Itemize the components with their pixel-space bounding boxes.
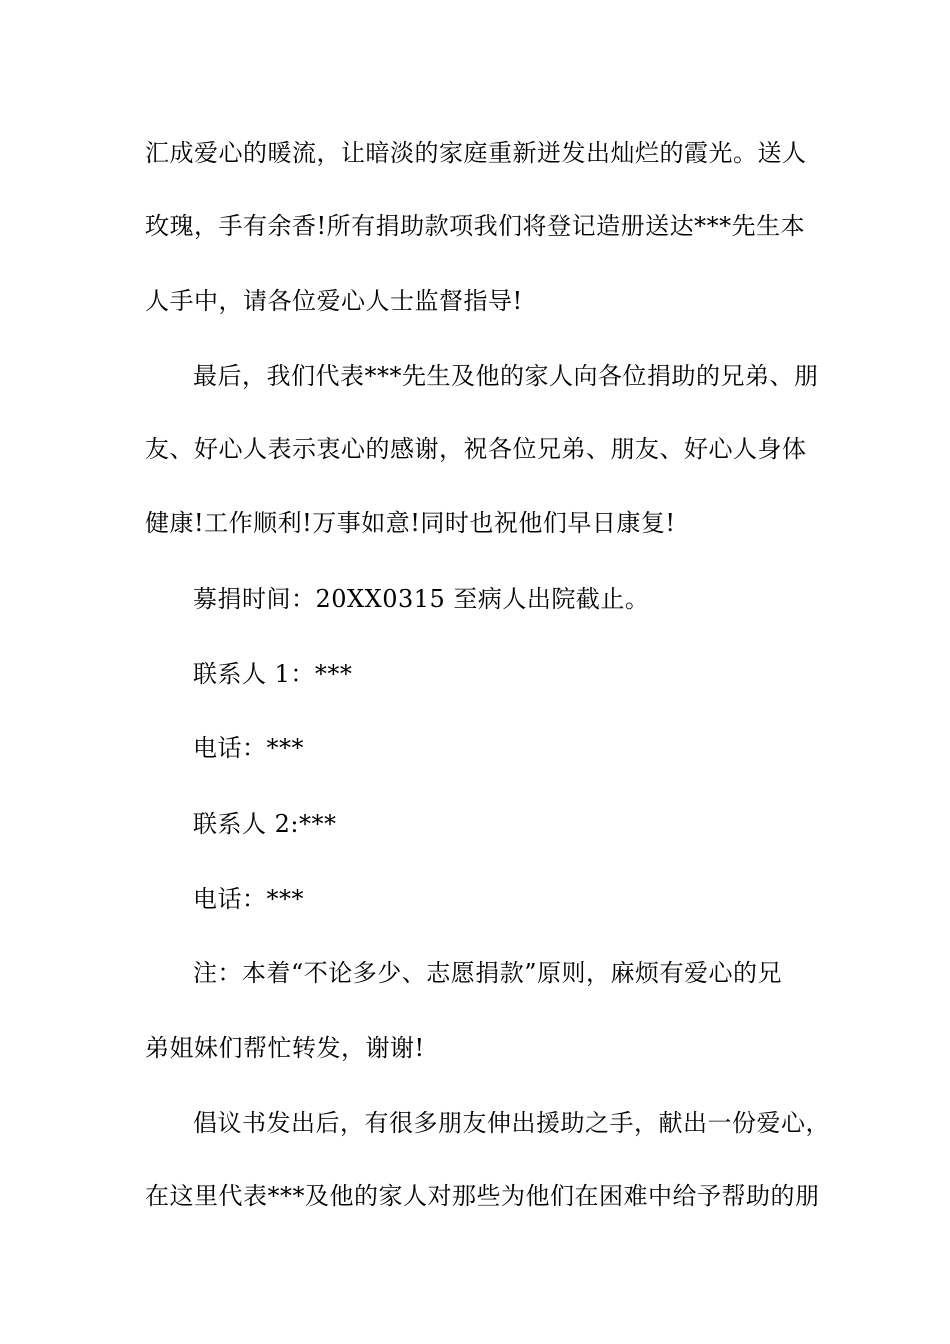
paragraph-line: 倡议书发出后，有很多朋友伸出援助之手，献出一份爱心， [193,1109,830,1137]
note-line: 注：本着“不论多少、志愿捐款”原则，麻烦有爱心的兄 [193,959,783,987]
contact-1: 联系人 1：*** [193,660,353,688]
paragraph-line: 最后，我们代表***先生及他的家人向各位捐助的兄弟、朋 [193,362,819,390]
phone-2: 电话：*** [193,885,304,913]
paragraph-line: 健康!工作顺利!万事如意!同时也祝他们早日康复! [145,509,676,537]
paragraph-line: 汇成爱心的暖流，让暗淡的家庭重新迸发出灿烂的霞光。送人 [145,139,807,167]
paragraph-line: 友、好心人表示衷心的感谢，祝各位兄弟、朋友、好心人身体 [145,435,807,463]
paragraph-line: 人手中，请各位爱心人士监督指导! [145,287,523,315]
paragraph-line: 玫瑰，手有余香!所有捐助款项我们将登记造册送达***先生本 [145,212,806,240]
note-line: 弟姐妹们帮忙转发，谢谢! [145,1034,425,1062]
contact-2: 联系人 2:*** [193,810,337,838]
paragraph-line: 在这里代表***及他的家人对那些为他们在困难中给予帮助的朋 [145,1182,820,1210]
phone-1: 电话：*** [193,734,304,762]
fundraising-period: 募捐时间：20XX0315 至病人出院截止。 [193,585,650,613]
